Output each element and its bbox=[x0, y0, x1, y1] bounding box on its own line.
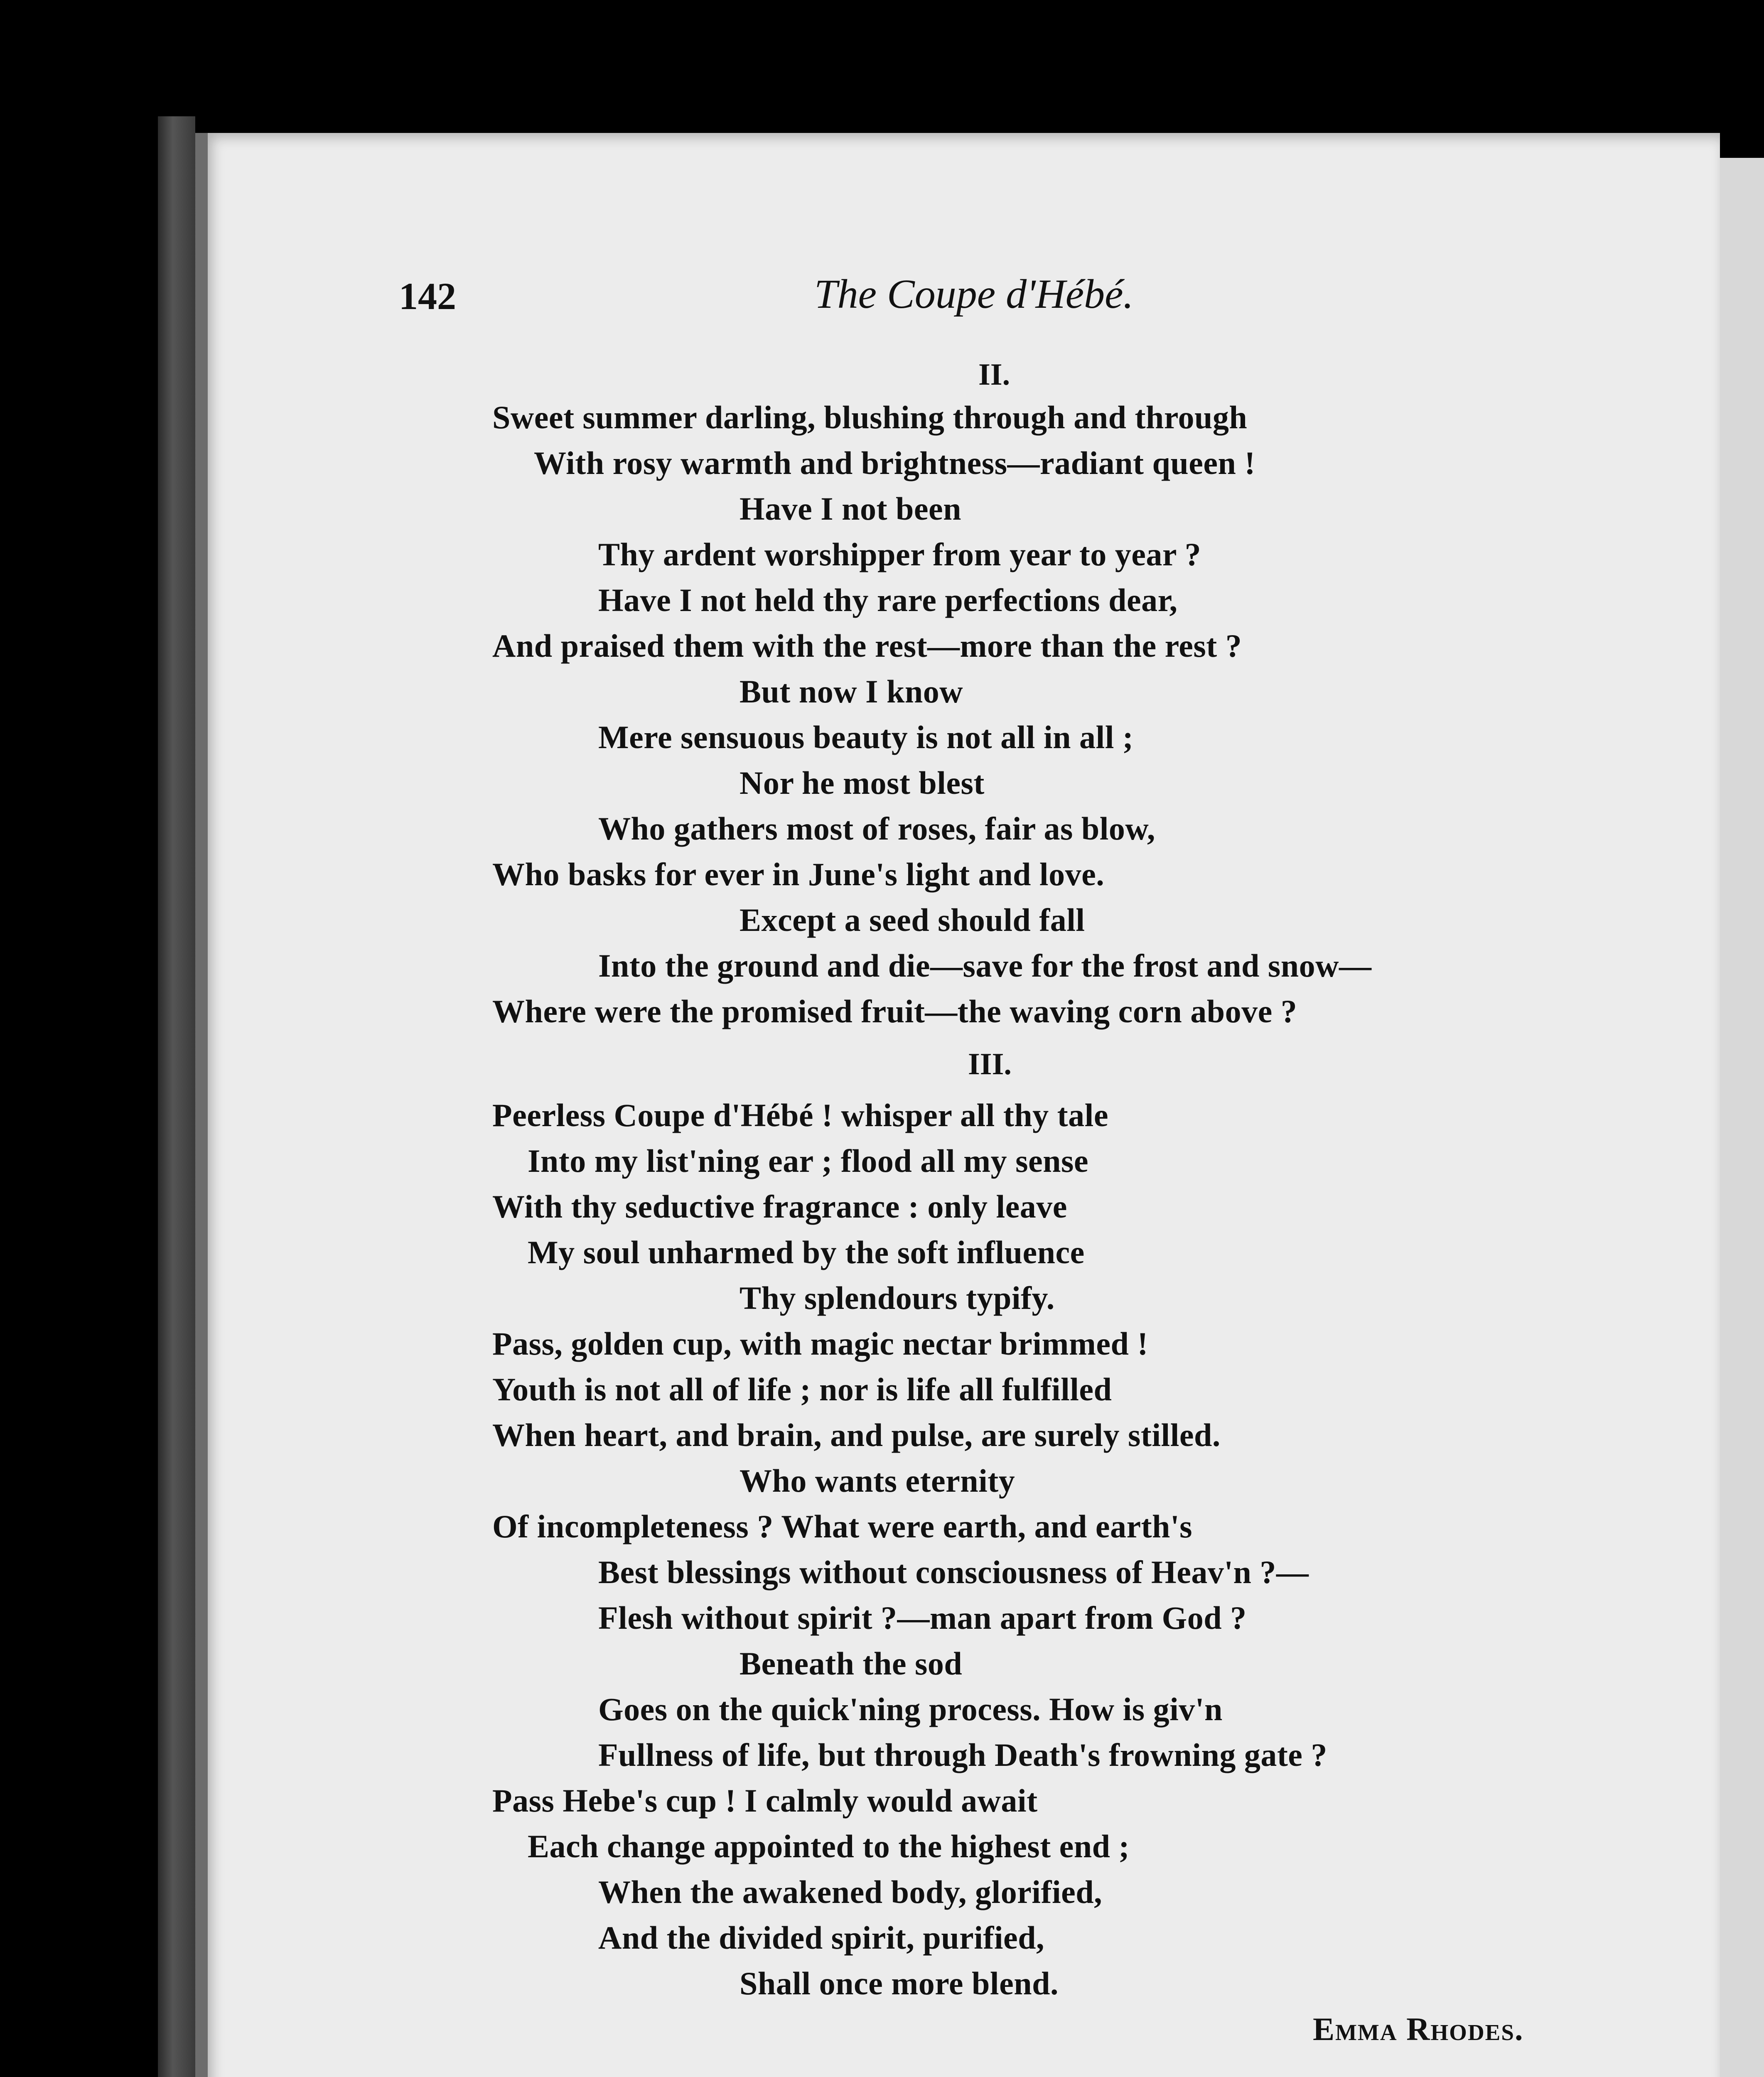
poem-line: Nor he most blest bbox=[740, 765, 985, 801]
book-spine-shadow bbox=[158, 116, 195, 2077]
poem-line: Each change appointed to the highest end ; bbox=[528, 1828, 1130, 1864]
poem-line: Where were the promised fruit—the waving corn above ? bbox=[492, 993, 1297, 1029]
poem-line: When the awakened body, glorified, bbox=[598, 1874, 1103, 1910]
poem-line: But now I know bbox=[740, 673, 963, 710]
poem-line: Shall once more blend. bbox=[740, 1965, 1059, 2001]
poem-line: Into the ground and die—save for the frost and snow— bbox=[598, 948, 1372, 984]
poem-line: Of incompleteness ? What were earth, and earth's bbox=[492, 1508, 1192, 1544]
poem-line: Flesh without spirit ?—man apart from God ? bbox=[598, 1600, 1247, 1636]
poem-line: Best blessings without consciousness of Heav'n ?— bbox=[598, 1554, 1309, 1590]
poem-line: Who wants eternity bbox=[740, 1463, 1015, 1499]
stanza-numeral-ii: II. bbox=[978, 358, 1010, 392]
poem-line: Who basks for ever in June's light and love. bbox=[492, 856, 1105, 892]
poem-line: When heart, and brain, and pulse, are surely stilled. bbox=[492, 1417, 1221, 1453]
poem-line: Pass, golden cup, with magic nectar brimmed ! bbox=[492, 1326, 1148, 1362]
poem-line: Thy splendours typify. bbox=[740, 1280, 1055, 1316]
poem-line: Peerless Coupe d'Hébé ! whisper all thy tale bbox=[492, 1097, 1108, 1133]
poem-line: Thy ardent worshipper from year to year ? bbox=[598, 536, 1201, 572]
poem-line: And the divided spirit, purified, bbox=[598, 1920, 1045, 1956]
running-title: The Coupe d'Hébé. bbox=[814, 271, 1134, 317]
poem-line: Who gathers most of roses, fair as blow, bbox=[598, 810, 1155, 847]
poem-line: And praised them with the rest—more than the rest ? bbox=[492, 628, 1242, 664]
poem-line: Have I not held thy rare perfections dear, bbox=[598, 582, 1178, 618]
poem-line: Pass Hebe's cup ! I calmly would await bbox=[492, 1782, 1038, 1819]
poem-line: Except a seed should fall bbox=[740, 902, 1085, 938]
stanza-numeral-iii: III. bbox=[968, 1047, 1012, 1081]
poem-line: Have I not been bbox=[740, 491, 961, 527]
poem-line: Sweet summer darling, blushing through and through bbox=[492, 399, 1248, 435]
poem-line: My soul unharmed by the soft influence bbox=[528, 1234, 1085, 1270]
poem-line: Goes on the quick'ning process. How is giv'n bbox=[598, 1691, 1223, 1727]
poem-line: Beneath the sod bbox=[740, 1645, 963, 1682]
poem-line: Mere sensuous beauty is not all in all ; bbox=[598, 719, 1134, 755]
poem-line: Into my list'ning ear ; flood all my sense bbox=[528, 1143, 1088, 1179]
poem-line: Youth is not all of life ; nor is life all fulfilled bbox=[492, 1371, 1112, 1407]
page-number: 142 bbox=[399, 275, 456, 317]
poem-line: With thy seductive fragrance : only leave bbox=[492, 1188, 1067, 1225]
poem-line: With rosy warmth and brightness—radiant queen ! bbox=[534, 445, 1255, 481]
poem-line: Fullness of life, but through Death's frowning gate ? bbox=[598, 1737, 1327, 1773]
author-signature: Emma Rhodes. bbox=[1313, 2011, 1524, 2047]
